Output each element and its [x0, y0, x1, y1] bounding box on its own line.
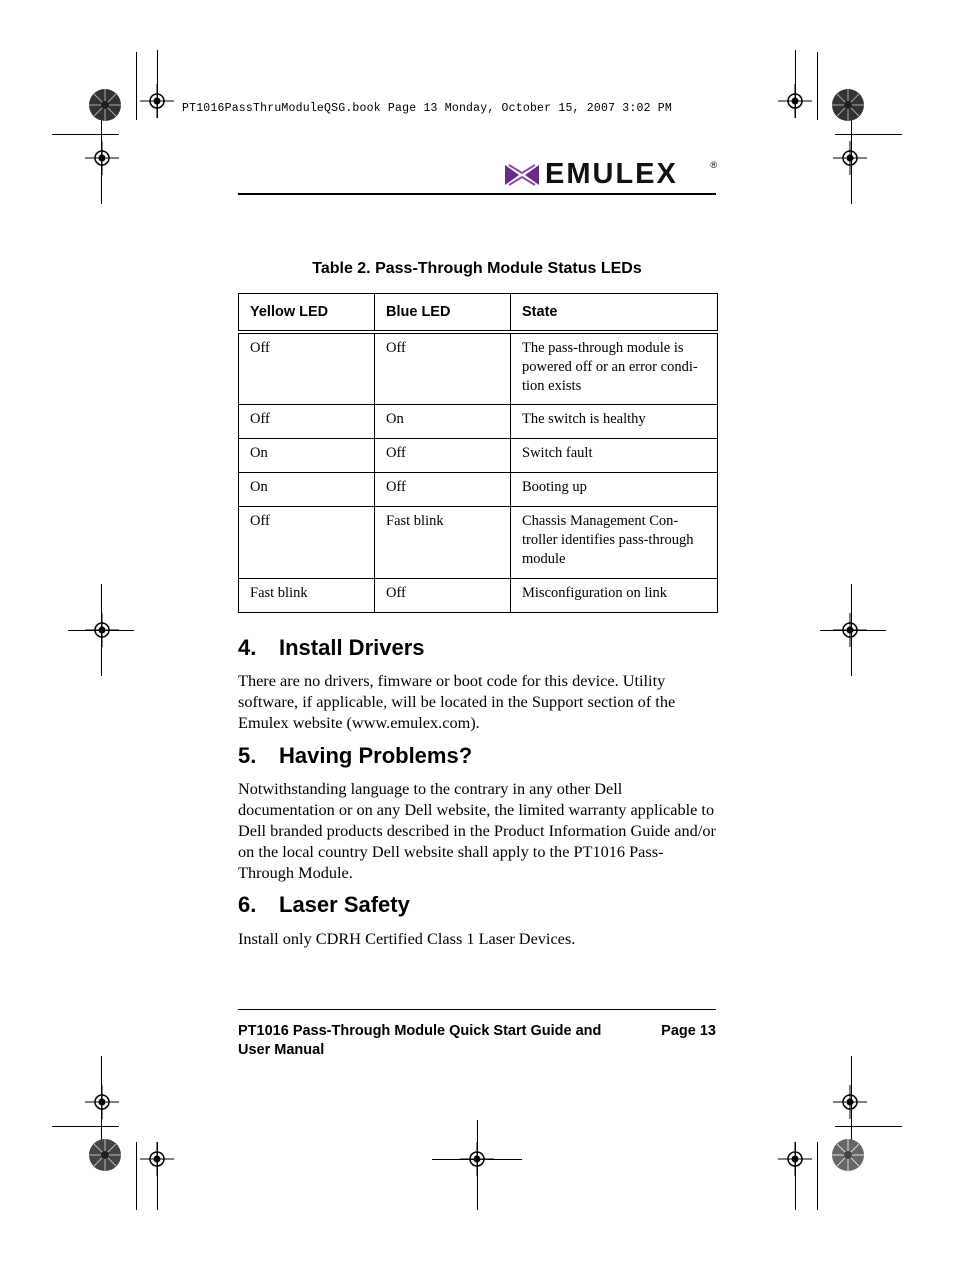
cell-yellow-led: Off	[239, 405, 375, 439]
cell-blue-led: On	[375, 405, 511, 439]
table-row	[239, 439, 718, 473]
cell-yellow-led: On	[239, 439, 375, 473]
cell-state: The switch is healthy	[511, 405, 718, 439]
cell-state: Misconfiguration on link	[511, 579, 718, 613]
cell-yellow-led: Off	[239, 332, 375, 405]
led-status-table	[238, 293, 718, 613]
header-rule	[238, 193, 716, 195]
cell-blue-led: Off	[375, 332, 511, 405]
cell-blue-led: Off	[375, 579, 511, 613]
cell-blue-led: Off	[375, 473, 511, 507]
column-header-state: State	[511, 294, 718, 333]
section-body-having-problems: Notwithstanding language to the contrary in any other Dell documentation or on any Dell website, the limited warranty applicable to Dell branded products described in the Product Information Guide and/or on the local country Dell website shall apply to the PT1016 Pass-Through Module.	[238, 779, 716, 882]
footer-page-number: Page 13	[661, 1023, 716, 1039]
column-header-yellow-led: Yellow LED	[239, 294, 375, 333]
print-header: PT1016PassThruModuleQSG.book Page 13 Monday, October 15, 2007 3:02 PM	[182, 102, 672, 115]
starburst-mark-icon	[88, 88, 122, 122]
cell-state: Chassis Management Con-troller identifies pass-through module	[511, 507, 718, 579]
cell-state: Switch fault	[511, 439, 718, 473]
starburst-mark-icon	[88, 1138, 122, 1172]
registration-mark-icon	[833, 141, 867, 175]
section-title: Install Drivers	[279, 635, 425, 660]
column-header-blue-led: Blue LED	[375, 294, 511, 333]
cell-state: The pass-through module is powered off or an error condi-tion exists	[511, 332, 718, 405]
registration-mark-icon	[85, 141, 119, 175]
section-heading-having-problems	[238, 743, 472, 769]
table-row	[239, 405, 718, 439]
table-row	[239, 332, 718, 405]
starburst-mark-icon	[831, 1138, 865, 1172]
table-row	[239, 579, 718, 613]
cell-yellow-led: Fast blink	[239, 579, 375, 613]
cell-state: Booting up	[511, 473, 718, 507]
registration-mark-icon	[85, 1085, 119, 1119]
section-number: 5.	[238, 743, 257, 768]
footer-rule	[238, 1009, 716, 1010]
section-heading-laser-safety	[238, 892, 410, 918]
cell-blue-led: Off	[375, 439, 511, 473]
table-caption: Table 2. Pass-Through Module Status LEDs	[312, 260, 642, 277]
brand-name: EMULEX	[545, 158, 678, 190]
section-number: 4.	[238, 635, 257, 660]
cell-blue-led: Fast blink	[375, 507, 511, 579]
section-body-install-drivers: There are no drivers, fimware or boot code for this device. Utility software, if applicable, will be located in the Support section of the Emulex website (www.emulex.com).	[238, 671, 676, 732]
cell-yellow-led: Off	[239, 507, 375, 579]
footer-title: PT1016 Pass-Through Module Quick Start Guide and User Manual	[238, 1023, 602, 1058]
table-row	[239, 507, 718, 579]
section-title: Laser Safety	[279, 892, 410, 917]
table-row	[239, 473, 718, 507]
emulex-logo	[503, 158, 715, 190]
brand-reg-mark: ®	[710, 160, 717, 170]
registration-mark-icon	[833, 1085, 867, 1119]
cell-yellow-led: On	[239, 473, 375, 507]
emulex-logo-icon	[503, 160, 541, 190]
section-heading-install-drivers	[238, 635, 425, 661]
section-title: Having Problems?	[279, 743, 473, 768]
section-number: 6.	[238, 892, 257, 917]
starburst-mark-icon	[831, 88, 865, 122]
section-body-laser-safety: Install only CDRH Certified Class 1 Laser Devices.	[238, 929, 576, 948]
table-header-row	[239, 294, 718, 333]
